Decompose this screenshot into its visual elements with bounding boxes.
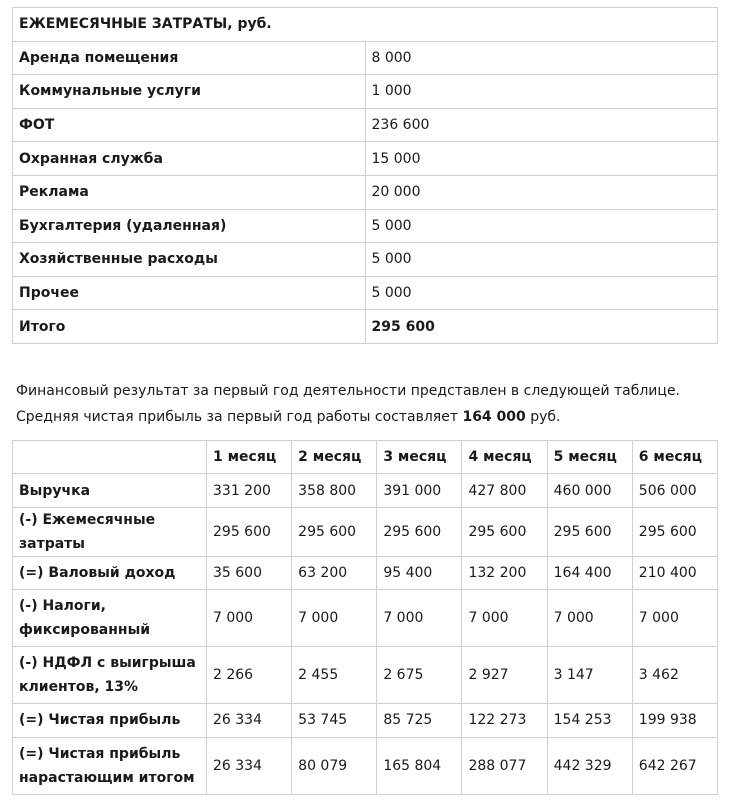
cell-value: 3 462 — [632, 647, 717, 704]
column-header: 4 месяц — [462, 441, 547, 474]
cell-value: 7 000 — [632, 590, 717, 647]
cell-value: 63 200 — [292, 556, 377, 589]
total-label: Итого — [13, 310, 366, 344]
cost-value: 5 000 — [365, 209, 718, 243]
cell-value: 391 000 — [377, 474, 462, 507]
cell-value: 427 800 — [462, 474, 547, 507]
cell-value: 26 334 — [207, 704, 292, 737]
financial-row — [13, 474, 718, 507]
cell-value: 295 600 — [377, 507, 462, 556]
monthly-costs-row — [13, 276, 718, 310]
monthly-costs-title: ЕЖЕМЕСЯЧНЫЕ ЗАТРАТЫ, руб. — [13, 8, 718, 42]
cell-value: 35 600 — [207, 556, 292, 589]
cost-value: 20 000 — [365, 175, 718, 209]
cell-value: 295 600 — [207, 507, 292, 556]
cost-label: Бухгалтерия (удаленная) — [13, 209, 366, 243]
cell-value: 53 745 — [292, 704, 377, 737]
cell-value: 3 147 — [547, 647, 632, 704]
cell-value: 460 000 — [547, 474, 632, 507]
cell-value: 358 800 — [292, 474, 377, 507]
cost-label: Реклама — [13, 175, 366, 209]
cell-value: 7 000 — [207, 590, 292, 647]
column-header: 3 месяц — [377, 441, 462, 474]
cell-value: 2 927 — [462, 647, 547, 704]
cost-label: ФОТ — [13, 108, 366, 142]
row-label: (=) Чистая прибыль — [13, 704, 207, 737]
financial-row — [13, 704, 718, 737]
cell-value: 7 000 — [547, 590, 632, 647]
monthly-costs-row — [13, 75, 718, 109]
cell-value: 80 079 — [292, 737, 377, 794]
cell-value: 7 000 — [462, 590, 547, 647]
cost-value: 5 000 — [365, 276, 718, 310]
cell-value: 331 200 — [207, 474, 292, 507]
cost-label: Аренда помещения — [13, 41, 366, 75]
cost-label: Хозяйственные расходы — [13, 243, 366, 277]
monthly-costs-row — [13, 175, 718, 209]
monthly-costs-row — [13, 142, 718, 176]
cost-label: Охранная служба — [13, 142, 366, 176]
cell-value: 288 077 — [462, 737, 547, 794]
financial-table-header — [13, 441, 718, 474]
cell-value: 295 600 — [462, 507, 547, 556]
column-header: 5 месяц — [547, 441, 632, 474]
cell-value: 7 000 — [377, 590, 462, 647]
cell-value: 85 725 — [377, 704, 462, 737]
financial-row — [13, 737, 718, 794]
cost-value: 15 000 — [365, 142, 718, 176]
intro-text: Финансовый результат за первый год деятельности представлен в следующей таблице. Средняя чистая прибыль за первый год работы составляет — [16, 383, 681, 425]
cell-value: 132 200 — [462, 556, 547, 589]
column-header: 1 месяц — [207, 441, 292, 474]
cell-value: 210 400 — [632, 556, 717, 589]
cell-value: 2 266 — [207, 647, 292, 704]
row-label: (-) Налоги, фиксированный — [13, 590, 207, 647]
intro-paragraph — [16, 378, 716, 430]
cost-value: 5 000 — [365, 243, 718, 277]
financial-row — [13, 507, 718, 556]
column-header: 2 месяц — [292, 441, 377, 474]
cell-value: 2 455 — [292, 647, 377, 704]
cell-value: 506 000 — [632, 474, 717, 507]
intro-currency: руб. — [525, 409, 561, 425]
cost-value: 8 000 — [365, 41, 718, 75]
total-value: 295 600 — [365, 310, 718, 344]
cell-value: 7 000 — [292, 590, 377, 647]
cell-value: 122 273 — [462, 704, 547, 737]
cell-value: 2 675 — [377, 647, 462, 704]
cost-label: Прочее — [13, 276, 366, 310]
financial-row — [13, 556, 718, 589]
financial-result-table — [12, 440, 718, 795]
monthly-costs-row — [13, 41, 718, 75]
monthly-costs-row — [13, 243, 718, 277]
cell-value: 642 267 — [632, 737, 717, 794]
cost-label: Коммунальные услуги — [13, 75, 366, 109]
column-header: 6 месяц — [632, 441, 717, 474]
cell-value: 164 400 — [547, 556, 632, 589]
monthly-costs-row — [13, 209, 718, 243]
cell-value: 95 400 — [377, 556, 462, 589]
row-label: (-) НДФЛ с выигрыша клиентов, 13% — [13, 647, 207, 704]
cell-value: 154 253 — [547, 704, 632, 737]
cost-value: 236 600 — [365, 108, 718, 142]
average-net-profit: 164 000 — [462, 409, 526, 425]
cell-value: 199 938 — [632, 704, 717, 737]
cell-value: 295 600 — [292, 507, 377, 556]
financial-row — [13, 647, 718, 704]
cell-value: 26 334 — [207, 737, 292, 794]
row-label: (=) Валовый доход — [13, 556, 207, 589]
cell-value: 442 329 — [547, 737, 632, 794]
monthly-costs-total-row — [13, 310, 718, 344]
row-label: Выручка — [13, 474, 207, 507]
row-label: (=) Чистая прибыль нарастающим итогом — [13, 737, 207, 794]
monthly-costs-table — [12, 7, 718, 344]
cost-value: 1 000 — [365, 75, 718, 109]
header-empty-cell — [13, 441, 207, 474]
cell-value: 165 804 — [377, 737, 462, 794]
monthly-costs-header — [13, 8, 718, 42]
cell-value: 295 600 — [632, 507, 717, 556]
monthly-costs-row — [13, 108, 718, 142]
financial-row — [13, 590, 718, 647]
row-label: (-) Ежемесячные затраты — [13, 507, 207, 556]
cell-value: 295 600 — [547, 507, 632, 556]
